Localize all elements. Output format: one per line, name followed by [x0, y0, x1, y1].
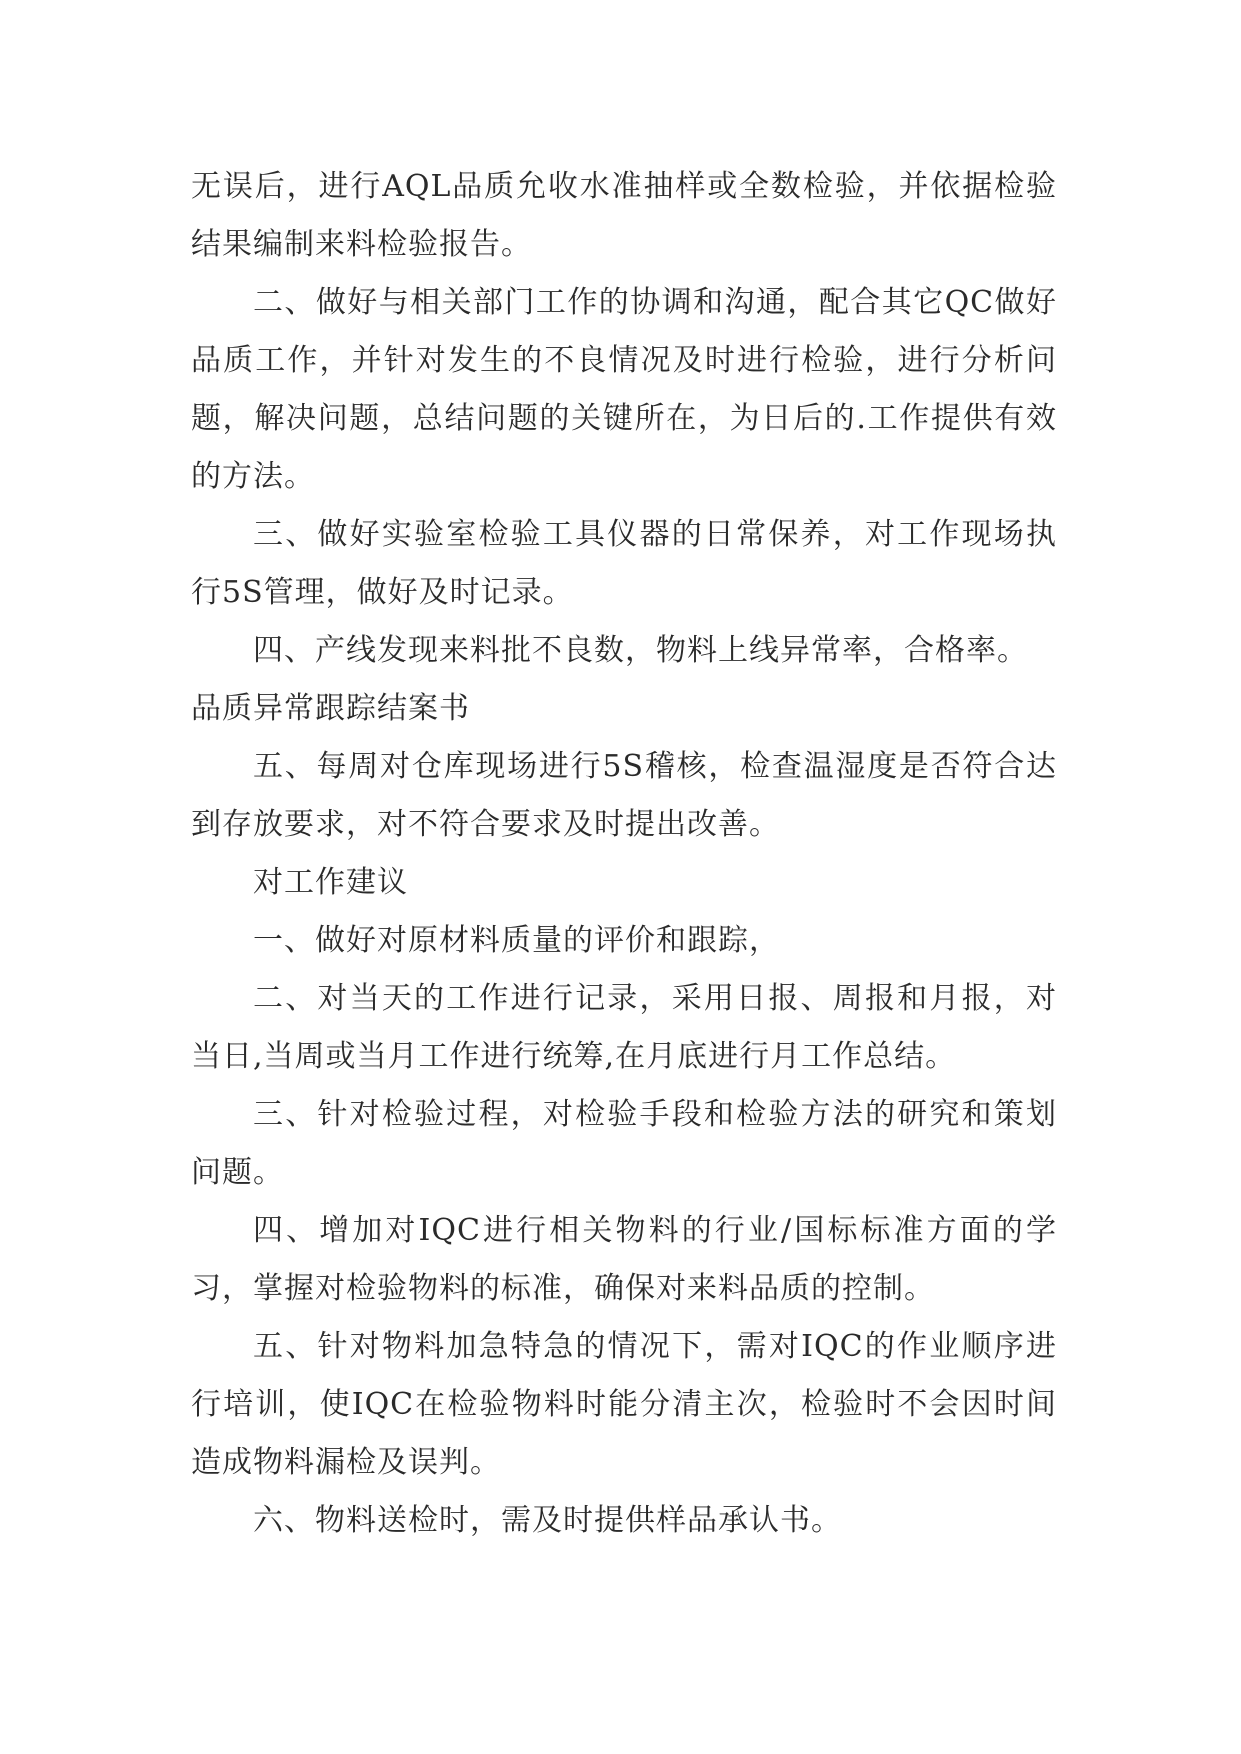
paragraph-line-defects: 四、产线发现来料批不良数，物料上线异常率，合格率。: [253, 633, 1028, 668]
section-heading-suggestions: 对工作建议: [253, 865, 408, 900]
suggestion-6: 六、物料送检时，需及时提供样品承认书。: [253, 1503, 842, 1538]
suggestion-2: 二、对当天的工作进行记录，采用日报、周报和月报，对当日,当周或当月工作进行统筹,在月底进行月工作总结。: [191, 981, 1057, 1074]
paragraph-lab-maintenance: 三、做好实验室检验工具仪器的日常保养，对工作现场执行5S管理，做好及时记录。: [191, 517, 1057, 610]
paragraph-coordination: 二、做好与相关部门工作的协调和沟通，配合其它QC做好品质工作，并针对发生的不良情况及时进行检验，进行分析问题，解决问题，总结问题的关键所在，为日后的.工作提供有效的方法。: [191, 285, 1057, 494]
suggestion-3: 三、针对检验过程，对检验手段和检验方法的研究和策划问题。: [191, 1097, 1057, 1190]
paragraph-warehouse-audit: 五、每周对仓库现场进行5S稽核，检查温湿度是否符合达到存放要求，对不符合要求及时提出改善。: [191, 749, 1057, 842]
suggestion-5: 五、针对物料加急特急的情况下，需对IQC的作业顺序进行培训，使IQC在检验物料时能分清主次，检验时不会因时间造成物料漏检及误判。: [191, 1329, 1057, 1480]
document-body: [191, 158, 1057, 1550]
paragraph-quality-tracking: 品质异常跟踪结案书: [191, 691, 470, 726]
suggestion-4: 四、增加对IQC进行相关物料的行业/国标标准方面的学习，掌握对检验物料的标准，确保对来料品质的控制。: [191, 1213, 1057, 1306]
paragraph-aql-inspection: 无误后，进行AQL品质允收水准抽样或全数检验，并依据检验结果编制来料检验报告。: [191, 169, 1057, 262]
suggestion-1: 一、做好对原材料质量的评价和跟踪，: [253, 923, 780, 958]
